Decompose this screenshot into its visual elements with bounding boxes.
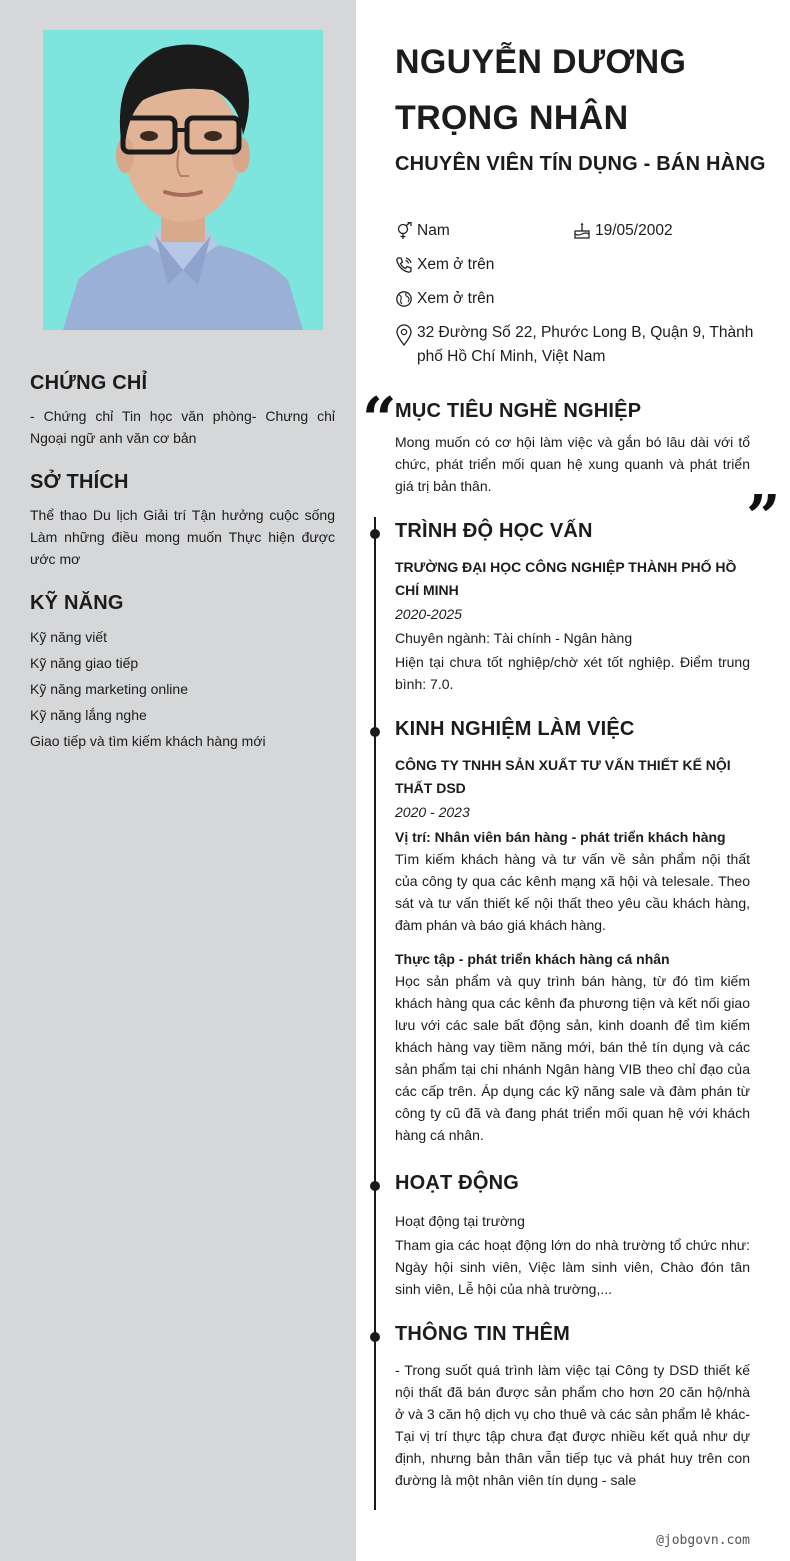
certificates-section: [30, 372, 335, 449]
school-name: TRƯỜNG ĐẠI HỌC CÔNG NGHIỆP THÀNH PHỐ HỒ CHÍ MINH: [395, 559, 737, 598]
experience-section: [395, 754, 750, 1146]
internship-description: Học sản phẩm và quy trình bán hàng, từ đó tìm kiếm khách hàng qua các kênh đa phương tiện và kết nối giao lưu với các sale bất động sản, kinh doanh để tìm kiếm khách hàng vay tiềm năng mới, bán thẻ tín dụng và các sản phẩm tại chi nhánh Ngân hàng VIB theo chỉ đạo của các cấp trên. Áp dụng các kỹ năng sale và đàm phán từ công ty cũ đã và đang phát triển mối quan hệ với khách hàng cá nhân.: [395, 973, 750, 1143]
skill-item: Giao tiếp và tìm kiếm khách hàng mới: [30, 733, 266, 749]
objective-text: Mong muốn có cơ hội làm việc và gắn bó lâu dài với tổ chức, phát triển mối quan hệ xung quanh và phát triển giá trị bản thân.: [395, 434, 750, 494]
close-quote-icon: ”: [746, 483, 781, 553]
gender-icon: [395, 222, 413, 240]
job-title: CHUYÊN VIÊN TÍN DỤNG - BÁN HÀNG: [395, 153, 766, 175]
timeline-dot: [370, 529, 380, 539]
activity-place: Hoạt động tại trường: [395, 1213, 525, 1229]
extra-info-text: - Trong suốt quá trình làm việc tại Công ty DSD thiết kế nội thất đã bán được sản phẩm cho hơn 20 căn hộ/nhà ở và 3 căn hộ dịch vụ cho thuê và các sản phẩm lẻ khác- Tại vị trí thực tập chưa đạt được nhiều kết quả như dự định, nhưng bản thân vẫn tiếp tục và phát huy trên con đường là một nhân viên tín dụng - sale: [395, 1362, 750, 1488]
certificates-title: CHỨNG CHỈ: [30, 372, 148, 394]
timeline-line: [374, 517, 376, 1510]
education-title: TRÌNH ĐỘ HỌC VẤN: [395, 520, 593, 542]
skills-section: [30, 592, 335, 754]
gender-row: [395, 219, 450, 243]
open-quote-icon: “: [362, 385, 397, 455]
timeline-dot: [370, 727, 380, 737]
address-row: [395, 321, 755, 369]
internship-role: Thực tập - phát triển khách hàng cá nhân: [395, 951, 670, 967]
location-pin-icon: [395, 324, 413, 346]
experience-role: Vị trí: Nhân viên bán hàng - phát triển khách hàng: [395, 829, 726, 845]
skills-title: KỸ NĂNG: [30, 592, 124, 614]
main-content: [356, 0, 790, 1561]
skill-item: Kỹ năng giao tiếp: [30, 655, 139, 671]
website-row: [395, 287, 494, 311]
hobbies-text: Thể thao Du lịch Giải trí Tận hưởng cuộc sống Làm những điều mong muốn Thực hiện được ước mơ: [30, 507, 335, 567]
globe-icon: [395, 290, 413, 308]
experience-period: 2020 - 2023: [395, 804, 470, 820]
gender-value: Nam: [417, 222, 450, 239]
education-period: 2020-2025: [395, 606, 462, 622]
education-section: [395, 556, 750, 695]
watermark: @jobgovn.com: [656, 1533, 750, 1548]
hobbies-title: SỞ THÍCH: [30, 471, 129, 493]
activity-text: Tham gia các hoạt động lớn do nhà trường tổ chức như: Ngày hội sinh viên, Việc làm sinh viên, Chào đón tân sinh viên, Lễ hội của nhà trường,...: [395, 1237, 750, 1297]
activities-section: [395, 1210, 750, 1300]
phone-icon: [395, 256, 413, 274]
address-value: 32 Đường Số 22, Phước Long B, Quận 9, Thành phố Hồ Chí Minh, Việt Nam: [417, 324, 754, 365]
skill-item: Kỹ năng lắng nghe: [30, 707, 147, 723]
birthday-row: [573, 219, 673, 243]
extra-info-title: THÔNG TIN THÊM: [395, 1323, 571, 1345]
activities-title: HOẠT ĐỘNG: [395, 1172, 520, 1194]
left-sidebar: [0, 0, 356, 1561]
cake-icon: [573, 222, 591, 240]
timeline-dot: [370, 1332, 380, 1342]
birthday-value: 19/05/2002: [595, 222, 673, 239]
phone-row: [395, 253, 494, 277]
objective-title: MỤC TIÊU NGHỀ NGHIỆP: [395, 400, 642, 422]
certificates-text: - Chứng chỉ Tin học văn phòng- Chưng chỉ Ngoại ngữ anh văn cơ bản: [30, 408, 335, 446]
candidate-name: NGUYỄN DƯƠNG TRỌNG NHÂN: [395, 43, 687, 137]
experience-description: Tìm kiếm khách hàng và tư vấn về sản phẩm nội thất của công ty qua các kênh mạng xã hội và telesale. Theo sát và tư vấn thiết kế nội thất theo yêu cầu khách hàng, đàm phán và báo giá khách hàng.: [395, 851, 750, 933]
experience-title: KINH NGHIỆM LÀM VIỆC: [395, 718, 635, 740]
profile-photo: [43, 30, 323, 330]
timeline-dot: [370, 1181, 380, 1191]
skill-item: Kỹ năng viết: [30, 629, 108, 645]
education-note: Hiện tại chưa tốt nghiệp/chờ xét tốt nghiệp. Điểm trung bình: 7.0.: [395, 654, 750, 692]
phone-value: Xem ở trên: [417, 256, 495, 273]
education-major: Chuyên ngành: Tài chính - Ngân hàng: [395, 630, 633, 646]
website-value: Xem ở trên: [417, 290, 495, 307]
skill-item: Kỹ năng marketing online: [30, 681, 188, 697]
company-name: CÔNG TY TNHH SẢN XUẤT TƯ VẤN THIẾT KẾ NỘI THẤT DSD: [395, 757, 731, 796]
hobbies-section: [30, 471, 335, 570]
